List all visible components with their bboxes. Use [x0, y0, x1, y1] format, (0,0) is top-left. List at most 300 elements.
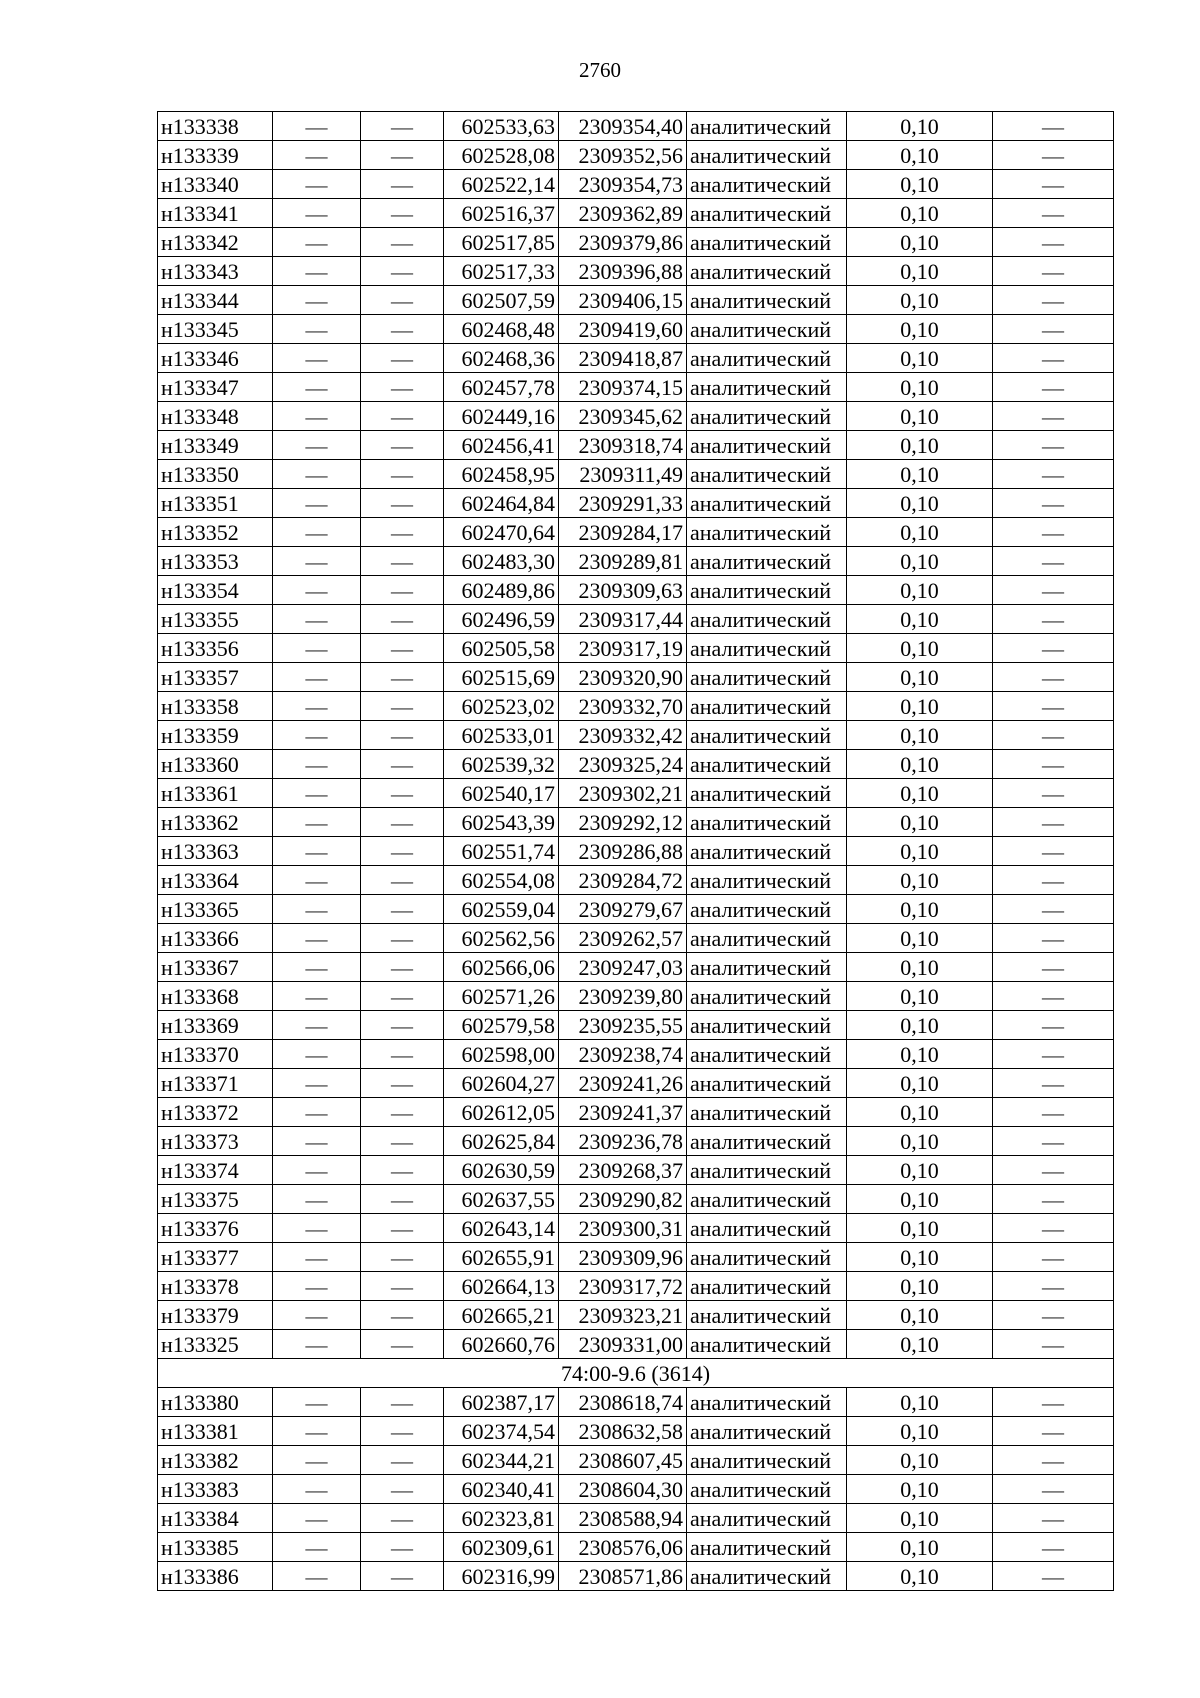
table-row: [158, 1388, 1114, 1417]
method-cell: аналитический: [687, 953, 847, 982]
old-y-cell: —: [361, 576, 444, 605]
old-y-cell: —: [361, 1330, 444, 1359]
description-cell: —: [993, 1417, 1114, 1446]
method-cell: аналитический: [687, 489, 847, 518]
x-coordinate-cell: 602660,76: [444, 1330, 559, 1359]
old-y-cell: —: [361, 489, 444, 518]
accuracy-cell: 0,10: [847, 489, 993, 518]
old-x-cell: —: [273, 1301, 361, 1330]
x-coordinate-cell: 602625,84: [444, 1127, 559, 1156]
description-cell: —: [993, 779, 1114, 808]
old-y-cell: —: [361, 373, 444, 402]
description-cell: —: [993, 344, 1114, 373]
description-cell: —: [993, 170, 1114, 199]
old-x-cell: —: [273, 634, 361, 663]
y-coordinate-cell: 2309239,80: [559, 982, 687, 1011]
table-row: [158, 692, 1114, 721]
accuracy-cell: 0,10: [847, 1301, 993, 1330]
accuracy-cell: 0,10: [847, 286, 993, 315]
section-row: [158, 1359, 1114, 1388]
old-x-cell: —: [273, 721, 361, 750]
table-row: [158, 808, 1114, 837]
method-cell: аналитический: [687, 895, 847, 924]
point-id-cell: н133364: [158, 866, 273, 895]
table-row: [158, 1098, 1114, 1127]
method-cell: аналитический: [687, 373, 847, 402]
old-y-cell: —: [361, 1098, 444, 1127]
old-x-cell: —: [273, 170, 361, 199]
description-cell: —: [993, 1243, 1114, 1272]
description-cell: —: [993, 1098, 1114, 1127]
method-cell: аналитический: [687, 1156, 847, 1185]
table-row: [158, 1185, 1114, 1214]
table-row: [158, 750, 1114, 779]
old-y-cell: —: [361, 605, 444, 634]
table-row: [158, 1475, 1114, 1504]
accuracy-cell: 0,10: [847, 547, 993, 576]
method-cell: аналитический: [687, 460, 847, 489]
y-coordinate-cell: 2309362,89: [559, 199, 687, 228]
x-coordinate-cell: 602515,69: [444, 663, 559, 692]
old-x-cell: —: [273, 1185, 361, 1214]
method-cell: аналитический: [687, 1475, 847, 1504]
accuracy-cell: 0,10: [847, 1330, 993, 1359]
old-x-cell: —: [273, 199, 361, 228]
method-cell: аналитический: [687, 141, 847, 170]
old-y-cell: —: [361, 402, 444, 431]
y-coordinate-cell: 2309247,03: [559, 953, 687, 982]
old-x-cell: —: [273, 953, 361, 982]
description-cell: —: [993, 1446, 1114, 1475]
y-coordinate-cell: 2309311,49: [559, 460, 687, 489]
point-id-cell: н133349: [158, 431, 273, 460]
point-id-cell: н133369: [158, 1011, 273, 1040]
x-coordinate-cell: 602523,02: [444, 692, 559, 721]
old-y-cell: —: [361, 721, 444, 750]
table-row: [158, 1446, 1114, 1475]
old-y-cell: —: [361, 1301, 444, 1330]
old-y-cell: —: [361, 982, 444, 1011]
point-id-cell: н133380: [158, 1388, 273, 1417]
description-cell: —: [993, 286, 1114, 315]
table-row: [158, 1214, 1114, 1243]
accuracy-cell: 0,10: [847, 808, 993, 837]
point-id-cell: н133373: [158, 1127, 273, 1156]
x-coordinate-cell: 602517,85: [444, 228, 559, 257]
accuracy-cell: 0,10: [847, 1185, 993, 1214]
old-x-cell: —: [273, 1127, 361, 1156]
point-id-cell: н133383: [158, 1475, 273, 1504]
point-id-cell: н133366: [158, 924, 273, 953]
point-id-cell: н133381: [158, 1417, 273, 1446]
accuracy-cell: 0,10: [847, 170, 993, 199]
y-coordinate-cell: 2309374,15: [559, 373, 687, 402]
table-row: [158, 953, 1114, 982]
description-cell: —: [993, 228, 1114, 257]
y-coordinate-cell: 2309268,37: [559, 1156, 687, 1185]
y-coordinate-cell: 2309302,21: [559, 779, 687, 808]
old-y-cell: —: [361, 634, 444, 663]
method-cell: аналитический: [687, 547, 847, 576]
y-coordinate-cell: 2309331,00: [559, 1330, 687, 1359]
y-coordinate-cell: 2308604,30: [559, 1475, 687, 1504]
accuracy-cell: 0,10: [847, 721, 993, 750]
point-id-cell: н133374: [158, 1156, 273, 1185]
point-id-cell: н133353: [158, 547, 273, 576]
method-cell: аналитический: [687, 518, 847, 547]
x-coordinate-cell: 602340,41: [444, 1475, 559, 1504]
accuracy-cell: 0,10: [847, 373, 993, 402]
table-row: [158, 1330, 1114, 1359]
y-coordinate-cell: 2309345,62: [559, 402, 687, 431]
old-x-cell: —: [273, 1156, 361, 1185]
y-coordinate-cell: 2309291,33: [559, 489, 687, 518]
description-cell: —: [993, 199, 1114, 228]
y-coordinate-cell: 2308571,86: [559, 1562, 687, 1591]
description-cell: —: [993, 895, 1114, 924]
point-id-cell: н133345: [158, 315, 273, 344]
y-coordinate-cell: 2309317,19: [559, 634, 687, 663]
method-cell: аналитический: [687, 431, 847, 460]
point-id-cell: н133375: [158, 1185, 273, 1214]
description-cell: —: [993, 982, 1114, 1011]
y-coordinate-cell: 2309238,74: [559, 1040, 687, 1069]
point-id-cell: н133363: [158, 837, 273, 866]
accuracy-cell: 0,10: [847, 634, 993, 663]
y-coordinate-cell: 2309317,44: [559, 605, 687, 634]
table-row: [158, 431, 1114, 460]
y-coordinate-cell: 2309284,72: [559, 866, 687, 895]
x-coordinate-cell: 602374,54: [444, 1417, 559, 1446]
accuracy-cell: 0,10: [847, 199, 993, 228]
old-y-cell: —: [361, 344, 444, 373]
old-x-cell: —: [273, 489, 361, 518]
x-coordinate-cell: 602604,27: [444, 1069, 559, 1098]
table-row: [158, 1069, 1114, 1098]
old-y-cell: —: [361, 1243, 444, 1272]
x-coordinate-cell: 602323,81: [444, 1504, 559, 1533]
y-coordinate-cell: 2309317,72: [559, 1272, 687, 1301]
method-cell: аналитический: [687, 1446, 847, 1475]
old-y-cell: —: [361, 1040, 444, 1069]
table-row: [158, 721, 1114, 750]
accuracy-cell: 0,10: [847, 431, 993, 460]
old-y-cell: —: [361, 1214, 444, 1243]
old-x-cell: —: [273, 808, 361, 837]
table-row: [158, 837, 1114, 866]
description-cell: —: [993, 1388, 1114, 1417]
point-id-cell: н133382: [158, 1446, 273, 1475]
x-coordinate-cell: 602464,84: [444, 489, 559, 518]
accuracy-cell: 0,10: [847, 953, 993, 982]
accuracy-cell: 0,10: [847, 1272, 993, 1301]
method-cell: аналитический: [687, 982, 847, 1011]
old-x-cell: —: [273, 837, 361, 866]
method-cell: аналитический: [687, 634, 847, 663]
point-id-cell: н133365: [158, 895, 273, 924]
old-x-cell: —: [273, 1098, 361, 1127]
description-cell: —: [993, 663, 1114, 692]
table-row: [158, 1562, 1114, 1591]
old-x-cell: —: [273, 1388, 361, 1417]
method-cell: аналитический: [687, 257, 847, 286]
old-x-cell: —: [273, 750, 361, 779]
description-cell: —: [993, 750, 1114, 779]
x-coordinate-cell: 602543,39: [444, 808, 559, 837]
description-cell: —: [993, 1533, 1114, 1562]
table-row: [158, 1156, 1114, 1185]
description-cell: —: [993, 1156, 1114, 1185]
description-cell: —: [993, 808, 1114, 837]
x-coordinate-cell: 602551,74: [444, 837, 559, 866]
table-row: [158, 141, 1114, 170]
x-coordinate-cell: 602664,13: [444, 1272, 559, 1301]
old-x-cell: —: [273, 982, 361, 1011]
y-coordinate-cell: 2309241,26: [559, 1069, 687, 1098]
description-cell: —: [993, 1272, 1114, 1301]
description-cell: —: [993, 576, 1114, 605]
x-coordinate-cell: 602612,05: [444, 1098, 559, 1127]
table-row: [158, 576, 1114, 605]
y-coordinate-cell: 2309325,24: [559, 750, 687, 779]
x-coordinate-cell: 602540,17: [444, 779, 559, 808]
old-x-cell: —: [273, 1272, 361, 1301]
point-id-cell: н133355: [158, 605, 273, 634]
accuracy-cell: 0,10: [847, 1127, 993, 1156]
old-x-cell: —: [273, 315, 361, 344]
accuracy-cell: 0,10: [847, 1069, 993, 1098]
old-x-cell: —: [273, 228, 361, 257]
old-x-cell: —: [273, 779, 361, 808]
table-row: [158, 1272, 1114, 1301]
old-y-cell: —: [361, 460, 444, 489]
point-id-cell: н133339: [158, 141, 273, 170]
y-coordinate-cell: 2309241,37: [559, 1098, 687, 1127]
old-x-cell: —: [273, 895, 361, 924]
x-coordinate-cell: 602533,63: [444, 112, 559, 141]
old-y-cell: —: [361, 692, 444, 721]
old-x-cell: —: [273, 112, 361, 141]
description-cell: —: [993, 1504, 1114, 1533]
method-cell: аналитический: [687, 1417, 847, 1446]
table-body: [158, 112, 1114, 1591]
description-cell: —: [993, 489, 1114, 518]
method-cell: аналитический: [687, 721, 847, 750]
method-cell: аналитический: [687, 1040, 847, 1069]
table-row: [158, 286, 1114, 315]
point-id-cell: н133343: [158, 257, 273, 286]
old-y-cell: —: [361, 1388, 444, 1417]
y-coordinate-cell: 2309332,70: [559, 692, 687, 721]
old-y-cell: —: [361, 750, 444, 779]
description-cell: —: [993, 547, 1114, 576]
method-cell: аналитический: [687, 837, 847, 866]
y-coordinate-cell: 2308576,06: [559, 1533, 687, 1562]
y-coordinate-cell: 2309309,96: [559, 1243, 687, 1272]
description-cell: —: [993, 402, 1114, 431]
table-row: [158, 663, 1114, 692]
old-y-cell: —: [361, 1011, 444, 1040]
old-y-cell: —: [361, 228, 444, 257]
old-y-cell: —: [361, 663, 444, 692]
accuracy-cell: 0,10: [847, 866, 993, 895]
description-cell: —: [993, 1475, 1114, 1504]
method-cell: аналитический: [687, 1301, 847, 1330]
accuracy-cell: 0,10: [847, 518, 993, 547]
point-id-cell: н133342: [158, 228, 273, 257]
accuracy-cell: 0,10: [847, 1040, 993, 1069]
y-coordinate-cell: 2309279,67: [559, 895, 687, 924]
x-coordinate-cell: 602516,37: [444, 199, 559, 228]
accuracy-cell: 0,10: [847, 1156, 993, 1185]
x-coordinate-cell: 602533,01: [444, 721, 559, 750]
old-y-cell: —: [361, 1185, 444, 1214]
old-x-cell: —: [273, 1446, 361, 1475]
description-cell: —: [993, 373, 1114, 402]
x-coordinate-cell: 602559,04: [444, 895, 559, 924]
y-coordinate-cell: 2309332,42: [559, 721, 687, 750]
accuracy-cell: 0,10: [847, 402, 993, 431]
description-cell: —: [993, 1127, 1114, 1156]
table-row: [158, 112, 1114, 141]
table-row: [158, 344, 1114, 373]
method-cell: аналитический: [687, 692, 847, 721]
method-cell: аналитический: [687, 344, 847, 373]
method-cell: аналитический: [687, 808, 847, 837]
old-x-cell: —: [273, 1562, 361, 1591]
old-y-cell: —: [361, 431, 444, 460]
y-coordinate-cell: 2309286,88: [559, 837, 687, 866]
x-coordinate-cell: 602496,59: [444, 605, 559, 634]
point-id-cell: н133356: [158, 634, 273, 663]
y-coordinate-cell: 2308632,58: [559, 1417, 687, 1446]
point-id-cell: н133367: [158, 953, 273, 982]
old-x-cell: —: [273, 663, 361, 692]
point-id-cell: н133354: [158, 576, 273, 605]
old-y-cell: —: [361, 924, 444, 953]
x-coordinate-cell: 602637,55: [444, 1185, 559, 1214]
description-cell: —: [993, 141, 1114, 170]
table-row: [158, 373, 1114, 402]
point-id-cell: н133358: [158, 692, 273, 721]
x-coordinate-cell: 602522,14: [444, 170, 559, 199]
y-coordinate-cell: 2309418,87: [559, 344, 687, 373]
x-coordinate-cell: 602571,26: [444, 982, 559, 1011]
point-id-cell: н133340: [158, 170, 273, 199]
x-coordinate-cell: 602566,06: [444, 953, 559, 982]
y-coordinate-cell: 2308588,94: [559, 1504, 687, 1533]
x-coordinate-cell: 602562,56: [444, 924, 559, 953]
old-x-cell: —: [273, 1214, 361, 1243]
accuracy-cell: 0,10: [847, 1446, 993, 1475]
point-id-cell: н133338: [158, 112, 273, 141]
y-coordinate-cell: 2308607,45: [559, 1446, 687, 1475]
point-id-cell: н133348: [158, 402, 273, 431]
accuracy-cell: 0,10: [847, 1533, 993, 1562]
y-coordinate-cell: 2309289,81: [559, 547, 687, 576]
accuracy-cell: 0,10: [847, 605, 993, 634]
x-coordinate-cell: 602483,30: [444, 547, 559, 576]
table-row: [158, 982, 1114, 1011]
accuracy-cell: 0,10: [847, 344, 993, 373]
old-y-cell: —: [361, 1562, 444, 1591]
accuracy-cell: 0,10: [847, 1011, 993, 1040]
old-x-cell: —: [273, 518, 361, 547]
description-cell: —: [993, 634, 1114, 663]
description-cell: —: [993, 1330, 1114, 1359]
point-id-cell: н133379: [158, 1301, 273, 1330]
point-id-cell: н133378: [158, 1272, 273, 1301]
old-y-cell: —: [361, 1417, 444, 1446]
x-coordinate-cell: 602630,59: [444, 1156, 559, 1185]
description-cell: —: [993, 1011, 1114, 1040]
table-row: [158, 518, 1114, 547]
old-y-cell: —: [361, 1069, 444, 1098]
method-cell: аналитический: [687, 402, 847, 431]
accuracy-cell: 0,10: [847, 112, 993, 141]
old-x-cell: —: [273, 1475, 361, 1504]
point-id-cell: н133377: [158, 1243, 273, 1272]
old-y-cell: —: [361, 141, 444, 170]
old-y-cell: —: [361, 1127, 444, 1156]
old-x-cell: —: [273, 866, 361, 895]
x-coordinate-cell: 602554,08: [444, 866, 559, 895]
table-row: [158, 547, 1114, 576]
method-cell: аналитический: [687, 1533, 847, 1562]
point-id-cell: н133386: [158, 1562, 273, 1591]
method-cell: аналитический: [687, 170, 847, 199]
y-coordinate-cell: 2309352,56: [559, 141, 687, 170]
x-coordinate-cell: 602468,36: [444, 344, 559, 373]
method-cell: аналитический: [687, 576, 847, 605]
x-coordinate-cell: 602316,99: [444, 1562, 559, 1591]
accuracy-cell: 0,10: [847, 779, 993, 808]
method-cell: аналитический: [687, 1272, 847, 1301]
description-cell: —: [993, 692, 1114, 721]
accuracy-cell: 0,10: [847, 1098, 993, 1127]
old-y-cell: —: [361, 866, 444, 895]
method-cell: аналитический: [687, 866, 847, 895]
y-coordinate-cell: 2308618,74: [559, 1388, 687, 1417]
x-coordinate-cell: 602457,78: [444, 373, 559, 402]
old-x-cell: —: [273, 373, 361, 402]
x-coordinate-cell: 602456,41: [444, 431, 559, 460]
point-id-cell: н133371: [158, 1069, 273, 1098]
method-cell: аналитический: [687, 924, 847, 953]
y-coordinate-cell: 2309354,73: [559, 170, 687, 199]
accuracy-cell: 0,10: [847, 257, 993, 286]
point-id-cell: н133351: [158, 489, 273, 518]
method-cell: аналитический: [687, 199, 847, 228]
y-coordinate-cell: 2309419,60: [559, 315, 687, 344]
x-coordinate-cell: 602387,17: [444, 1388, 559, 1417]
method-cell: аналитический: [687, 1504, 847, 1533]
x-coordinate-cell: 602598,00: [444, 1040, 559, 1069]
old-y-cell: —: [361, 1446, 444, 1475]
method-cell: аналитический: [687, 286, 847, 315]
old-x-cell: —: [273, 286, 361, 315]
accuracy-cell: 0,10: [847, 1475, 993, 1504]
old-x-cell: —: [273, 141, 361, 170]
table-row: [158, 402, 1114, 431]
x-coordinate-cell: 602643,14: [444, 1214, 559, 1243]
point-id-cell: н133350: [158, 460, 273, 489]
accuracy-cell: 0,10: [847, 895, 993, 924]
x-coordinate-cell: 602489,86: [444, 576, 559, 605]
old-x-cell: —: [273, 1330, 361, 1359]
old-x-cell: —: [273, 1533, 361, 1562]
old-y-cell: —: [361, 1272, 444, 1301]
